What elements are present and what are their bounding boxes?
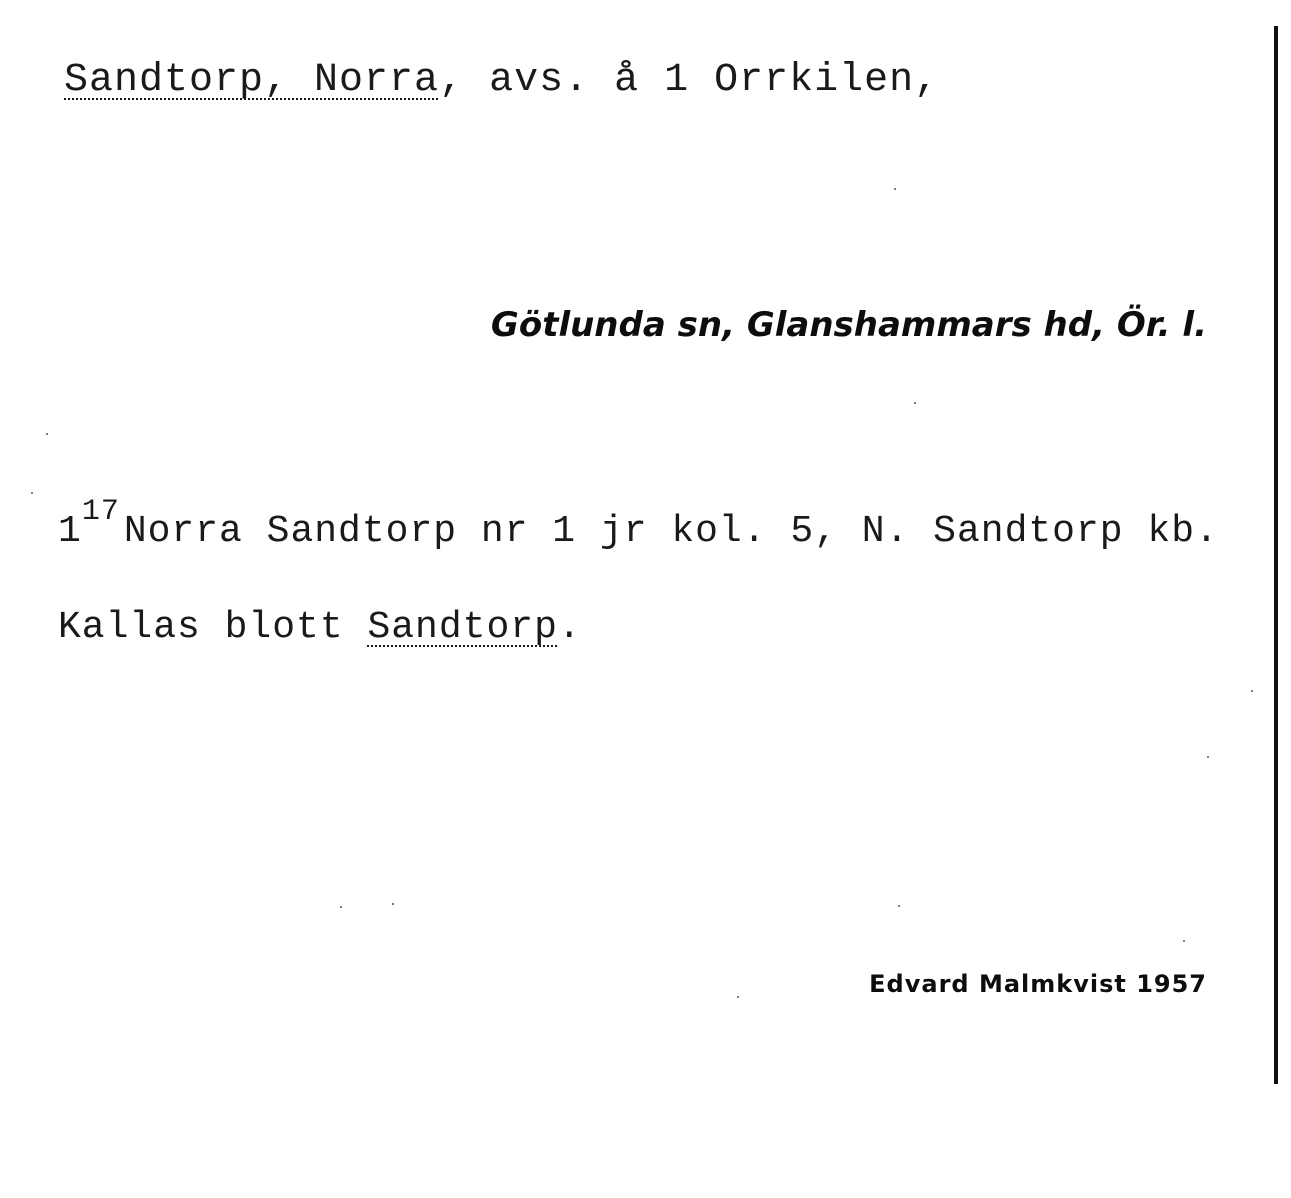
scan-speck [914, 402, 916, 404]
scan-speck [737, 996, 739, 998]
note-suffix: . [557, 606, 582, 649]
parish-district-stamp: Götlunda sn, Glanshammars hd, Ör. l. [490, 305, 1207, 345]
collector-signature: Edvard Malmkvist 1957 [869, 970, 1207, 998]
scan-speck [31, 492, 33, 494]
scan-speck [1251, 690, 1253, 692]
scan-speck [894, 188, 896, 190]
note-name: Sandtorp [367, 606, 558, 649]
note-prefix: Kallas blott [58, 606, 368, 649]
entry-superscript: 17 [81, 495, 120, 529]
card-edge-rule [1274, 26, 1278, 1084]
scan-speck [340, 906, 342, 908]
scan-speck [392, 903, 394, 905]
heading-rest: , avs. å 1 Orrkilen, [439, 58, 940, 103]
scan-speck [1207, 756, 1209, 758]
heading-place-name: Sandtorp, Norra [64, 58, 440, 103]
scan-speck [1183, 940, 1185, 942]
card-heading [64, 58, 939, 103]
entry-text: Norra Sandtorp nr 1 jr kol. 5, N. Sandtorp kb. [123, 510, 1219, 553]
name-note [58, 606, 582, 649]
scan-speck [898, 905, 900, 907]
source-entry [58, 495, 1219, 553]
scan-speck [46, 433, 48, 435]
entry-number: 1 [58, 510, 82, 553]
